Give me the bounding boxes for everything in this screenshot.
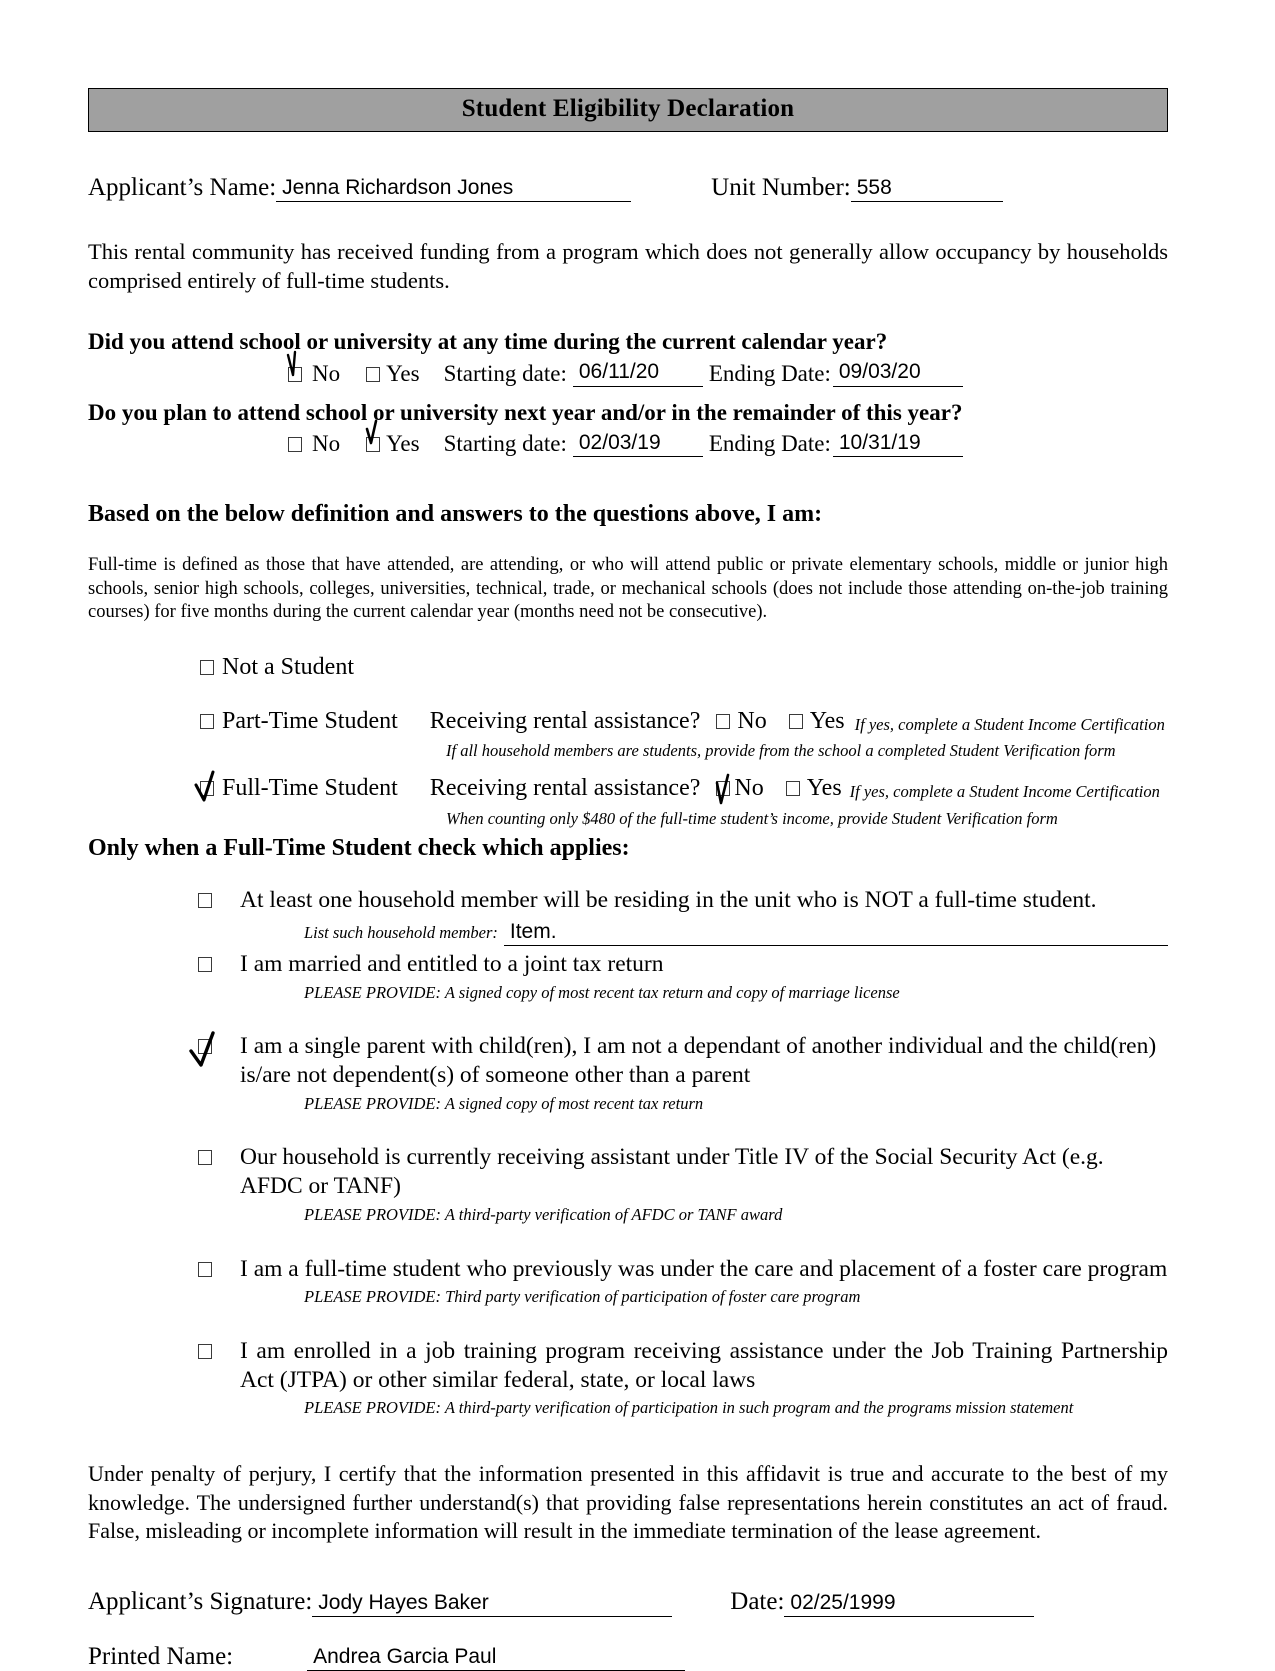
printed-name-input[interactable]: Andrea Garcia Paul — [307, 1644, 685, 1671]
checklist-item-6-text: I am enrolled in a job training program receiving assistance under the Job Training Partnership Act (JTPA) or other similar federal, state, or local laws — [240, 1338, 1168, 1393]
checklist-item-3-checkbox[interactable] — [198, 1032, 240, 1058]
list-member-label: List such household member: — [304, 922, 498, 942]
student-type-full-time[interactable] — [200, 775, 1168, 803]
full-time-assistance-yes-checkbox[interactable] — [786, 775, 800, 803]
checklist-item-3-please-provide: PLEASE PROVIDE: A signed copy of most recent tax return — [304, 1093, 704, 1113]
checklist-item-2-text: I am married and entitled to a joint tax return — [240, 950, 664, 977]
question-1-yes-label: Yes — [386, 360, 420, 386]
checklist-item-6-checkbox[interactable] — [198, 1337, 240, 1363]
spacer — [198, 1307, 1168, 1337]
full-time-assistance-no-label: No — [734, 775, 764, 802]
checklist-item-3-text: I am a single parent with child(ren), I am not a dependant of another individual and the child(ren) is/are not dependent(s) of someone other than a parent — [240, 1033, 1157, 1089]
checklist-item-1-text: At least one household member will be residing in the unit who is NOT a full-time student. — [240, 887, 1097, 914]
checklist-item-5-checkbox[interactable] — [198, 1255, 240, 1281]
checklist-item-5-please-provide: PLEASE PROVIDE: Third party verification of participation of foster care program — [304, 1287, 861, 1307]
full-time-assistance-yes-label: Yes — [806, 775, 842, 802]
checklist-item[interactable] — [198, 886, 1168, 915]
unit-number-label: Unit Number: — [711, 173, 851, 201]
not-a-student-checkbox[interactable] — [200, 654, 214, 682]
full-time-checklist — [198, 886, 1168, 1418]
based-on-heading: Based on the below definition and answers to the questions above, I am: — [88, 501, 823, 528]
question-2-no-checkbox[interactable] — [288, 431, 302, 457]
question-2-yes-label: Yes — [386, 431, 420, 457]
part-time-label: Part-Time Student — [222, 707, 398, 734]
question-2-answers — [288, 430, 1168, 457]
checklist-item-2-checkbox[interactable] — [198, 950, 240, 976]
checklist-item[interactable] — [198, 950, 1168, 979]
full-time-checkbox[interactable] — [200, 775, 214, 803]
full-time-assistance-question: Receiving rental assistance? — [429, 775, 701, 802]
part-time-assistance-yes-checkbox[interactable] — [789, 708, 803, 736]
applicant-header-row — [88, 174, 1168, 203]
question-2-starting-label: Starting date: — [443, 431, 567, 457]
question-1-text: Did you attend school or university at any time during the current calendar year? — [88, 328, 888, 354]
signature-row — [88, 1588, 1168, 1617]
full-time-note: If yes, complete a Student Income Certification — [849, 782, 1160, 802]
page-title: Student Eligibility Declaration — [88, 88, 1168, 132]
unit-number-input[interactable]: 558 — [851, 175, 1003, 202]
question-2-yes-checkbox[interactable] — [366, 431, 380, 457]
checklist-item-4-checkbox[interactable] — [198, 1143, 240, 1169]
date-label: Date: — [730, 1587, 785, 1615]
question-2-no-label: No — [312, 431, 341, 457]
question-1-ending-date-input[interactable]: 09/03/20 — [833, 359, 963, 386]
checklist-item-4-please-provide: PLEASE PROVIDE: A third-party verification of AFDC or TANF award — [304, 1204, 783, 1224]
printed-name-row — [88, 1643, 1168, 1671]
applicant-name-label: Applicant’s Name: — [88, 173, 277, 201]
list-member-input[interactable]: Item. — [504, 919, 1168, 946]
question-1-starting-date-input[interactable]: 06/11/20 — [573, 359, 703, 386]
question-1-answers — [288, 359, 1168, 386]
student-type-part-time[interactable] — [200, 708, 1168, 736]
spacer — [198, 1113, 1168, 1143]
checklist-item[interactable] — [198, 1255, 1168, 1284]
question-1 — [88, 328, 1168, 387]
student-type-not-a-student[interactable] — [200, 654, 1168, 682]
checklist-item[interactable] — [198, 1337, 1168, 1394]
question-1-no-label: No — [312, 360, 341, 386]
printed-name-label: Printed Name: — [88, 1642, 234, 1670]
question-2-starting-date-input[interactable]: 02/03/19 — [573, 430, 703, 457]
full-time-section-heading: Only when a Full-Time Student check which applies: — [88, 835, 630, 862]
question-2 — [88, 399, 1168, 458]
question-2-ending-date-input[interactable]: 10/31/19 — [833, 430, 963, 457]
question-2-ending-label: Ending Date: — [708, 431, 831, 457]
part-time-assistance-yes-label: Yes — [809, 707, 845, 734]
checklist-item[interactable] — [198, 1032, 1168, 1089]
checklist-item-2-please-provide: PLEASE PROVIDE: A signed copy of most recent tax return and copy of marriage license — [304, 982, 900, 1002]
checklist-item-1-checkbox[interactable] — [198, 886, 240, 912]
part-time-assistance-no-checkbox[interactable] — [716, 708, 730, 736]
spacer — [198, 1225, 1168, 1255]
part-time-assistance-question: Receiving rental assistance? — [429, 707, 701, 734]
part-time-checkbox[interactable] — [200, 708, 214, 736]
perjury-statement: Under penalty of perjury, I certify that the information presented in this affidavit is true and accurate to the best of my knowledge. The undersigned further understand(s) that providing false representations herein constitutes an act of fraud. False, misleading or incomplete information will result in the immediate termination of the lease agreement. — [88, 1461, 1168, 1544]
checklist-item-4-text: Our household is currently receiving assistant under Title IV of the Social Security Act (e.g. AFDC or TANF) — [240, 1144, 1104, 1200]
question-1-ending-label: Ending Date: — [708, 360, 831, 386]
signature-input[interactable]: Jody Hayes Baker — [312, 1590, 672, 1617]
full-time-label: Full-Time Student — [222, 775, 398, 802]
question-1-starting-label: Starting date: — [443, 360, 567, 386]
form-sheet — [88, 88, 1168, 1671]
applicant-name-input[interactable]: Jenna Richardson Jones — [276, 175, 631, 202]
checklist-item-5-text: I am a full-time student who previously was under the care and placement of a foster care program — [240, 1255, 1168, 1282]
question-1-no-checkbox[interactable] — [288, 361, 302, 387]
part-time-note: If yes, complete a Student Income Certification — [854, 714, 1165, 734]
date-input[interactable]: 02/25/1999 — [784, 1590, 1034, 1617]
full-time-assistance-no-checkbox[interactable] — [716, 775, 730, 803]
checklist-item[interactable] — [198, 1143, 1168, 1200]
household-member-row — [304, 919, 1168, 946]
spacer — [198, 1002, 1168, 1032]
full-time-definition: Full-time is defined as those that have attended, are attending, or who will attend public or private elementary schools, middle or junior high schools, senior high schools, colleges, universities, technical, trade, or mechanical schools (does not include those attending on-the-job training courses) for five months during the current calendar year (months need not be consecutive). — [88, 555, 1168, 622]
part-time-sub-note: If all household members are students, provide from the school a completed Student Verification form — [446, 741, 1116, 761]
full-time-sub-note: When counting only $480 of the full-time student’s income, provide Student Verification form — [446, 809, 1058, 829]
part-time-assistance-no-label: No — [737, 707, 767, 734]
student-type-list — [200, 654, 1168, 829]
question-2-text: Do you plan to attend school or university next year and/or in the remainder of this year? — [88, 399, 963, 425]
question-1-yes-checkbox[interactable] — [366, 361, 380, 387]
not-a-student-label: Not a Student — [222, 654, 354, 681]
checklist-item-6-please-provide: PLEASE PROVIDE: A third-party verification of participation in such program and the programs mission statement — [304, 1398, 1074, 1418]
intro-paragraph: This rental community has received funding from a program which does not generally allow occupancy by households comprised entirely of full-time students. — [88, 239, 1168, 294]
signature-label: Applicant’s Signature: — [88, 1587, 313, 1615]
